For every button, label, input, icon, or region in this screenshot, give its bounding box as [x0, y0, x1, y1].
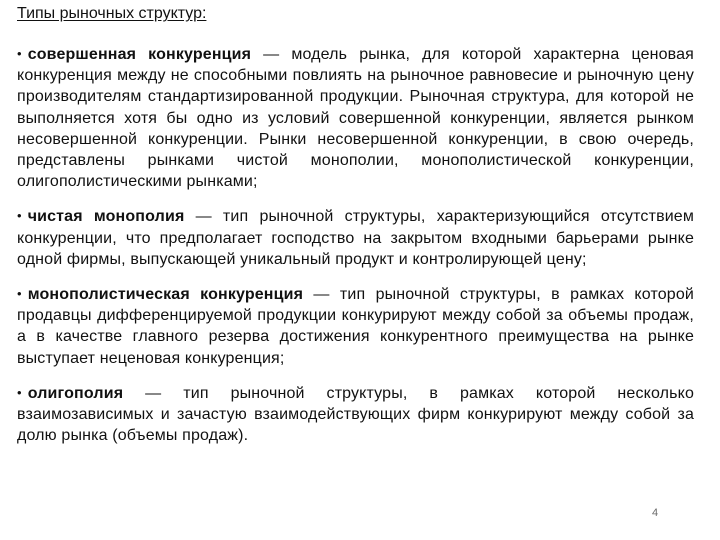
definition-term: олигополия: [27, 384, 124, 402]
slide-title: Типы рыночных структур:: [17, 5, 207, 22]
definition-perfect-competition: [17, 44, 694, 192]
definition-text: — тип рыночной структуры, в рамках которой продавцы дифференцируемой продукции конкурируют между собой за объемы продаж, а в качестве главного резерва достижения конкурентного преимущества на рынке выступает неценовая конкуренция;: [17, 286, 694, 367]
definition-oligopoly: [17, 383, 694, 447]
definition-term: совершенная конкуренция: [27, 46, 252, 63]
page-number: 4: [652, 507, 659, 519]
definition-text: — тип рыночной структуры, в рамках которой несколько взаимозависимых и зачастую взаимодействующих фирм конкурируют между собой за долю рынка (объемы продаж).: [17, 384, 694, 445]
bullet-icon: •: [17, 384, 22, 400]
bullet-icon: •: [17, 46, 22, 61]
definition-term: чистая монополия: [27, 208, 185, 226]
definition-text: — модель рынка, для которой характерна ценовая конкуренция между не способными повлиять на рыночное равновесие и рыночную цену производителям стандартизированной продукции. Рыночная структура, для которой не выполняется хотя бы одно из условий совершенной конкуренции, является рынком несовершенной конкуренции. Рынки несовершенной конкуренции, в свою очередь, представлены рынками чистой монополии, монополистической конкуренции, олигополистическими рынками;: [17, 46, 694, 191]
definition-term: монополистическая конкуренция: [27, 286, 304, 304]
bullet-icon: •: [17, 208, 22, 224]
definition-text: — тип рыночной структуры, характеризующийся отсутствием конкуренции, что предполагает господство на закрытом входными барьерами рынке одной фирмы, выпускающей уникальный продукт и контролирующей цену;: [17, 208, 695, 268]
definitions-list: [17, 44, 694, 460]
definition-monopolistic-competition: [17, 284, 694, 369]
definition-pure-monopoly: [17, 206, 694, 270]
bullet-icon: •: [17, 286, 22, 302]
